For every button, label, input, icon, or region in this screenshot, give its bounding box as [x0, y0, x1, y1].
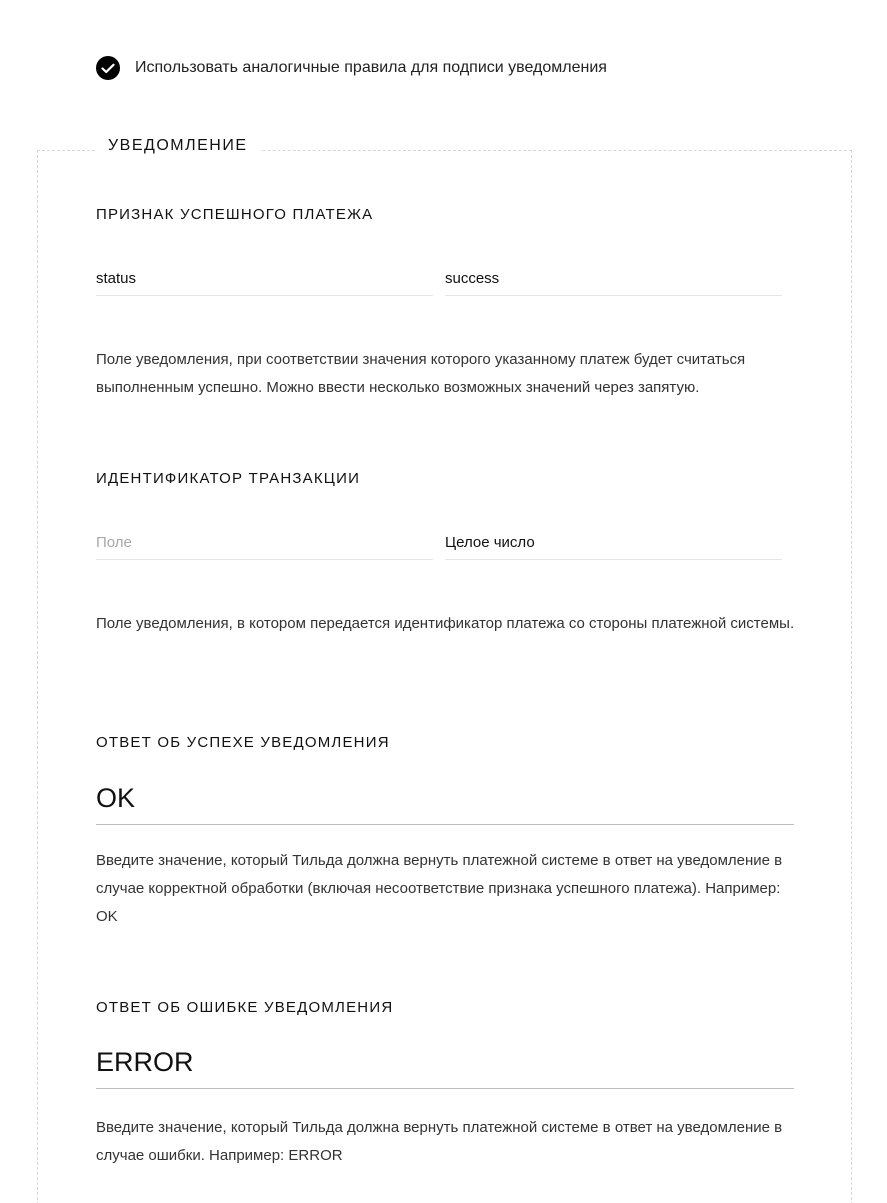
success-response-help: Введите значение, который Тильда должна вернуть платежной системе в ответ на уведомление в случае корректной обработки (включая несоответствие признака успешного платежа). Например: OK — [96, 852, 783, 925]
success-response-input[interactable]: OK — [96, 779, 794, 825]
error-response-title: ОТВЕТ ОБ ОШИБКЕ УВЕДОМЛЕНИЯ — [96, 999, 394, 1016]
transaction-id-help: Поле уведомления, в котором передается идентификатор платежа со стороны платежной системы. — [96, 615, 795, 632]
success-flag-title: ПРИЗНАК УСПЕШНОГО ПЛАТЕЖА — [96, 206, 374, 223]
success-flag-field-input[interactable]: status — [96, 260, 433, 296]
error-response-input[interactable]: ERROR — [96, 1043, 794, 1089]
transaction-id-field-input[interactable]: Поле — [96, 524, 433, 560]
success-flag-help: Поле уведомления, при соответствии значения которого указанному платеж будет считаться выполненным успешно. Можно ввести несколько возможных значений через запятую. — [96, 351, 746, 396]
transaction-id-type-select[interactable]: Целое число — [445, 524, 782, 560]
error-response-help: Введите значение, который Тильда должна вернуть платежной системе в ответ на уведомление в случае ошибки. Например: ERROR — [96, 1119, 783, 1164]
same-rules-label: Использовать аналогичные правила для подписи уведомления — [135, 59, 607, 76]
notification-legend: УВЕДОМЛЕНИЕ — [96, 137, 260, 155]
checkmark-icon — [96, 56, 120, 80]
transaction-id-title: ИДЕНТИФИКАТОР ТРАНЗАКЦИИ — [96, 470, 361, 487]
success-response-title: ОТВЕТ ОБ УСПЕХЕ УВЕДОМЛЕНИЯ — [96, 734, 390, 751]
same-rules-checkbox[interactable] — [96, 56, 607, 80]
success-flag-value-input[interactable]: success — [445, 260, 782, 296]
